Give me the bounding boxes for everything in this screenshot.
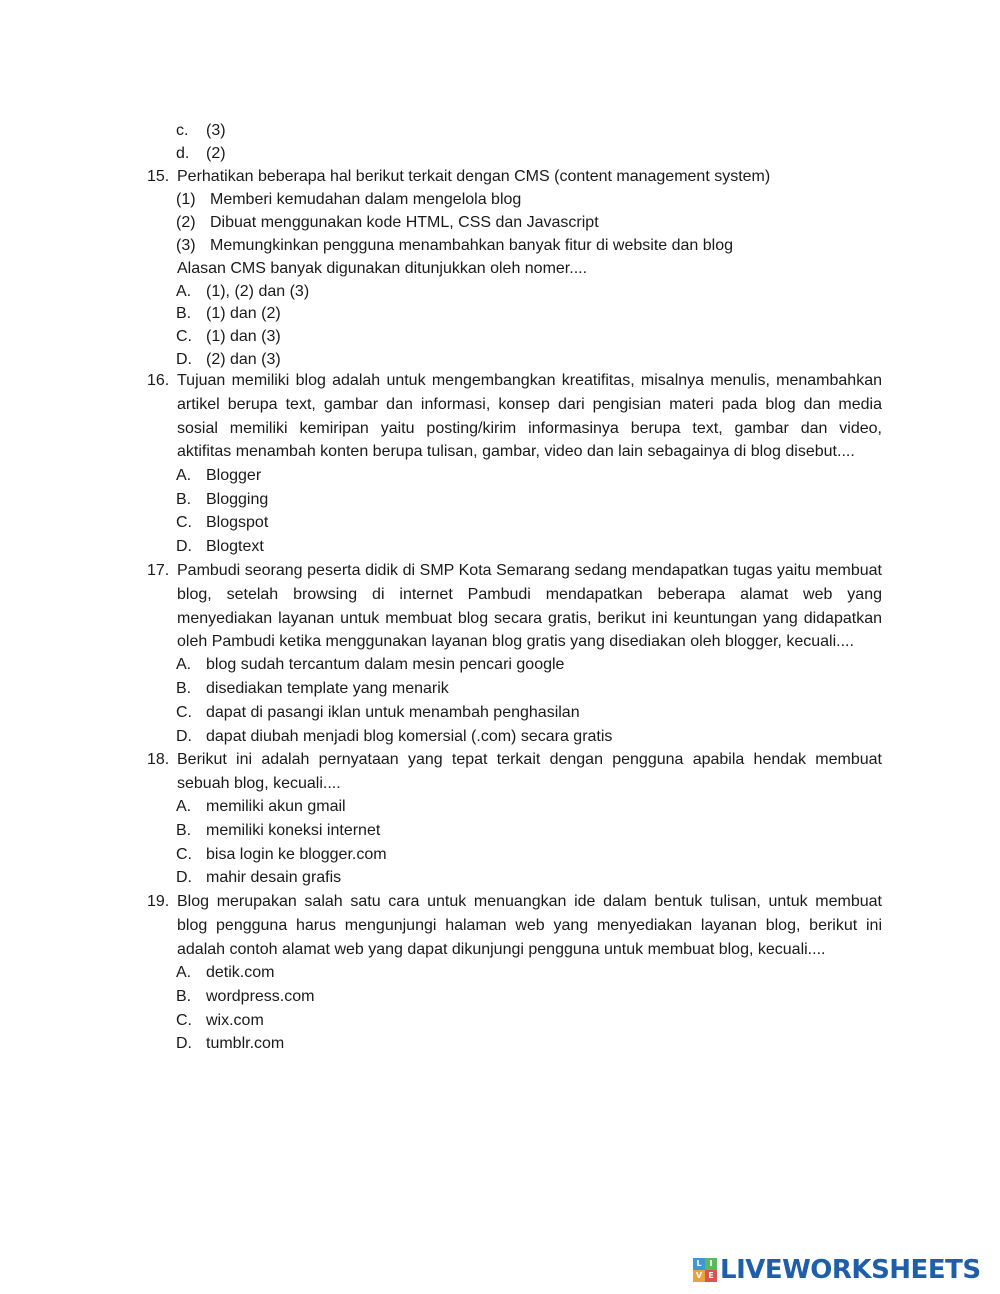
option-label: C. bbox=[176, 704, 192, 721]
option-text: dapat diubah menjadi blog komersial (.com) secara gratis bbox=[206, 728, 613, 745]
question-text-line: oleh Pambudi ketika menggunakan layanan blog gratis yang disediakan oleh blogger, kecuali.... bbox=[177, 633, 854, 651]
option-text: disediakan template yang menarik bbox=[206, 680, 449, 697]
logo-icon-letter: E bbox=[705, 1270, 717, 1282]
question-prompt-text: Alasan CMS banyak digunakan ditunjukkan oleh nomer.... bbox=[177, 260, 588, 277]
question-text-line: menyediakan layanan untuk membuat blog secara gratis, berikut ini keuntungan yang didapatkan bbox=[177, 609, 882, 627]
question-text bbox=[177, 748, 882, 796]
option-label: B. bbox=[176, 305, 192, 322]
question-text-line: Berikut ini adalah pernyataan yang tepat terkait dengan pengguna apabila hendak membuat bbox=[177, 751, 882, 768]
statement-text: Memungkinkan pengguna menambahkan banyak fitur di website dan blog bbox=[210, 237, 734, 254]
statement-label: (2) bbox=[176, 214, 196, 231]
option-text: bisa login ke blogger.com bbox=[206, 846, 387, 863]
option-text: blog sudah tercantum dalam mesin pencari google bbox=[206, 656, 565, 673]
option-text: (3) bbox=[206, 122, 226, 139]
logo-text: LIVEWORKSHEETS bbox=[720, 1255, 981, 1285]
option-label: C. bbox=[176, 1012, 192, 1029]
statement-text: Memberi kemudahan dalam mengelola blog bbox=[210, 191, 522, 208]
option-label: A. bbox=[176, 467, 192, 484]
option-text: (1) dan (2) bbox=[206, 305, 281, 322]
option-label: D. bbox=[176, 728, 192, 745]
option-text: Blogger bbox=[206, 467, 262, 484]
question-text bbox=[177, 890, 882, 961]
option-label: B. bbox=[176, 988, 192, 1005]
question-number: 16. bbox=[147, 372, 170, 389]
option-label: A. bbox=[176, 798, 192, 815]
option-text: detik.com bbox=[206, 964, 275, 981]
option-label: A. bbox=[176, 283, 192, 300]
option-label: D. bbox=[176, 1035, 192, 1052]
question-text-line: blog pengguna harus mengunjungi halaman web yang menyediakan layanan blog, berikut ini bbox=[177, 916, 882, 934]
option-text: mahir desain grafis bbox=[206, 869, 342, 886]
option-label: D. bbox=[176, 869, 192, 886]
question-number: 19. bbox=[147, 893, 170, 910]
option-label: c. bbox=[176, 122, 189, 139]
liveworksheets-logo[interactable] bbox=[693, 1255, 981, 1285]
option-text: wordpress.com bbox=[206, 988, 315, 1005]
logo-icon-letter: V bbox=[693, 1270, 705, 1282]
question-text-line: Pambudi seorang peserta didik di SMP Kota Semarang sedang mendapatkan tugas yaitu membuat bbox=[177, 562, 882, 579]
option-label: B. bbox=[176, 822, 192, 839]
option-label: A. bbox=[176, 656, 192, 673]
question-text-line: Blog merupakan salah satu cara untuk menuangkan ide dalam bentuk tulisan, untuk membuat bbox=[177, 893, 882, 910]
question-text bbox=[177, 559, 882, 654]
option-text: Blogging bbox=[206, 491, 269, 508]
option-label: C. bbox=[176, 514, 192, 531]
question-text-line: artikel berupa text, gambar dan informasi, konsep dari pengisian materi pada blog dan media bbox=[177, 395, 882, 413]
option-label: d. bbox=[176, 145, 190, 162]
option-text: Blogspot bbox=[206, 514, 269, 531]
statement-text: Dibuat menggunakan kode HTML, CSS dan Javascript bbox=[210, 214, 599, 231]
option-label: B. bbox=[176, 491, 192, 508]
question-text-line: Tujuan memiliki blog adalah untuk mengembangkan kreatifitas, misalnya menulis, menambahkan bbox=[177, 372, 882, 389]
statement-label: (3) bbox=[176, 237, 196, 254]
question-number: 15. bbox=[147, 168, 170, 185]
question-text-line: sosial memiliki kemiripan yaitu posting/kirim informasinya berupa text, gambar dan video, bbox=[177, 419, 882, 437]
statement-label: (1) bbox=[176, 191, 196, 208]
question-text: Perhatikan beberapa hal berikut terkait dengan CMS (content management system) bbox=[177, 168, 771, 185]
option-text: memiliki akun gmail bbox=[206, 798, 346, 815]
option-text: wix.com bbox=[206, 1012, 264, 1029]
option-label: A. bbox=[176, 964, 192, 981]
question-number: 18. bbox=[147, 751, 170, 768]
option-text: Blogtext bbox=[206, 538, 264, 555]
option-text: (1) dan (3) bbox=[206, 328, 281, 345]
option-label: C. bbox=[176, 846, 192, 863]
question-text-line: blog, setelah browsing di internet Pambudi mendapatkan beberapa alamat web yang bbox=[177, 585, 882, 603]
option-text: memiliki koneksi internet bbox=[206, 822, 381, 839]
option-text: tumblr.com bbox=[206, 1035, 285, 1052]
question-number: 17. bbox=[147, 562, 170, 579]
logo-icon-letter: L bbox=[693, 1258, 705, 1270]
liveworksheets-icon bbox=[693, 1258, 717, 1282]
option-label: D. bbox=[176, 538, 192, 555]
option-text: (1), (2) dan (3) bbox=[206, 283, 310, 300]
question-text-line: aktifitas menambah konten berupa tulisan, gambar, video dan lain sebagainya di blog disebut.... bbox=[177, 443, 855, 461]
option-text: (2) bbox=[206, 145, 226, 162]
option-text: (2) dan (3) bbox=[206, 351, 281, 368]
option-label: C. bbox=[176, 328, 192, 345]
option-label: B. bbox=[176, 680, 192, 697]
option-text: dapat di pasangi iklan untuk menambah penghasilan bbox=[206, 704, 580, 721]
logo-icon-letter: I bbox=[705, 1258, 717, 1270]
question-text bbox=[177, 369, 882, 464]
question-text-line: adalah contoh alamat web yang dapat dikunjungi pengguna untuk membuat blog, kecuali.... bbox=[177, 940, 826, 958]
option-label: D. bbox=[176, 351, 192, 368]
question-text-line: sebuah blog, kecuali.... bbox=[177, 774, 341, 792]
